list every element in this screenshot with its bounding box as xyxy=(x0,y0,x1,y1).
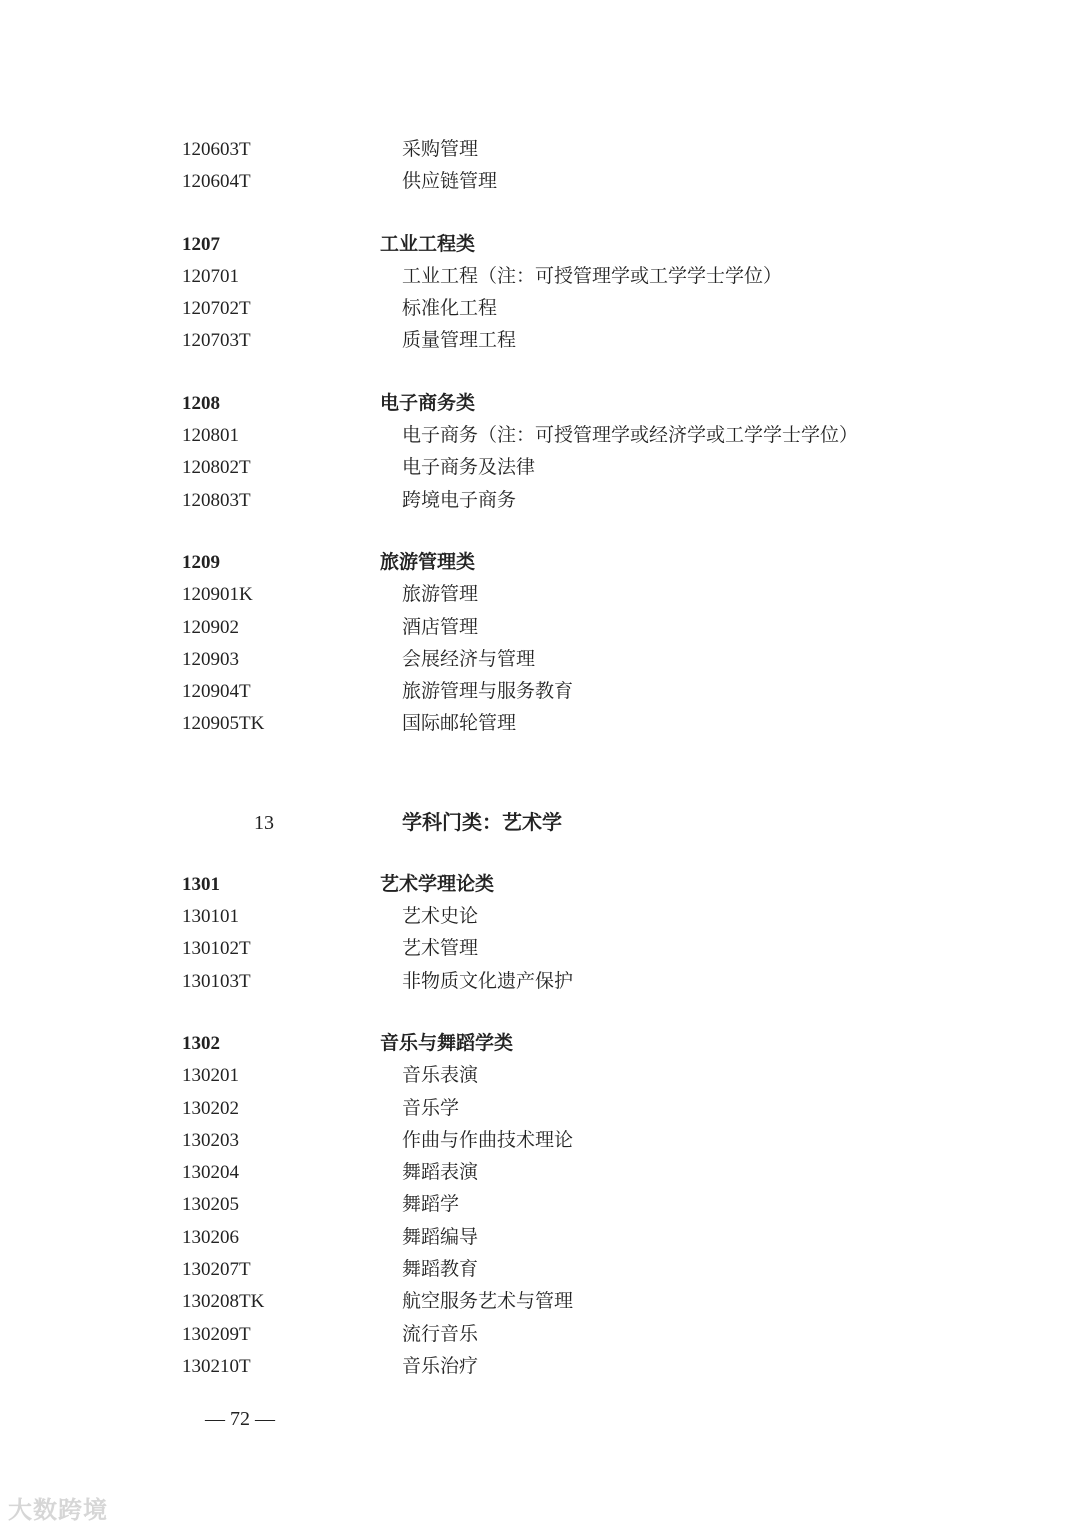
major-code: 130208TK xyxy=(182,1291,265,1313)
major-row xyxy=(0,612,1080,644)
category-group xyxy=(0,229,1080,358)
major-row xyxy=(0,420,1080,452)
major-name: 质量管理工程 xyxy=(402,330,517,352)
major-row xyxy=(0,644,1080,676)
major-code: 120803T xyxy=(182,489,251,511)
major-code: 130102T xyxy=(182,938,251,960)
major-code: 120802T xyxy=(182,457,251,479)
major-code: 120604T xyxy=(182,171,251,193)
major-row xyxy=(0,579,1080,611)
category-code: 1209 xyxy=(182,551,220,573)
major-row xyxy=(0,1319,1080,1351)
category-code: 1301 xyxy=(182,873,220,895)
major-name: 音乐治疗 xyxy=(402,1355,479,1377)
major-name: 航空服务艺术与管理 xyxy=(402,1291,574,1313)
major-name: 工业工程（注：可授管理学或工学学士学位） xyxy=(402,265,783,287)
major-name: 流行音乐 xyxy=(402,1323,479,1345)
major-row xyxy=(0,1157,1080,1189)
major-row xyxy=(0,933,1080,965)
major-name: 舞蹈编导 xyxy=(402,1226,479,1248)
major-row xyxy=(0,1351,1080,1383)
major-name: 供应链管理 xyxy=(402,171,498,193)
major-row xyxy=(0,708,1080,740)
major-row xyxy=(0,1222,1080,1254)
category-code: 1302 xyxy=(182,1032,220,1054)
major-catalog-list xyxy=(0,134,1080,1383)
discipline-heading xyxy=(0,803,1080,843)
major-row xyxy=(0,1060,1080,1092)
major-name: 音乐学 xyxy=(402,1097,460,1119)
major-name: 舞蹈表演 xyxy=(402,1162,479,1184)
major-name: 艺术管理 xyxy=(402,938,479,960)
major-code: 120701 xyxy=(182,265,239,287)
major-name: 音乐表演 xyxy=(402,1065,479,1087)
major-name: 标准化工程 xyxy=(402,298,498,320)
discipline-title: 学科门类：艺术学 xyxy=(402,811,562,834)
category-group xyxy=(0,388,1080,517)
major-code: 130205 xyxy=(182,1194,239,1216)
watermark-logo: 大数跨境 xyxy=(8,1496,108,1524)
category-title: 音乐与舞蹈学类 xyxy=(380,1032,514,1054)
major-code: 130201 xyxy=(182,1065,239,1087)
major-row xyxy=(0,966,1080,998)
major-row xyxy=(0,293,1080,325)
major-name: 酒店管理 xyxy=(402,616,479,638)
major-code: 130103T xyxy=(182,970,251,992)
major-code: 120902 xyxy=(182,616,239,638)
major-code: 130209T xyxy=(182,1323,251,1345)
category-title: 工业工程类 xyxy=(380,233,476,255)
major-row xyxy=(0,134,1080,166)
major-name: 采购管理 xyxy=(402,139,479,160)
category-group xyxy=(0,547,1080,741)
major-name: 舞蹈学 xyxy=(402,1194,460,1216)
major-name: 会展经济与管理 xyxy=(402,648,536,670)
major-row xyxy=(0,261,1080,293)
category-code: 1207 xyxy=(182,233,220,255)
major-code: 130204 xyxy=(182,1162,239,1184)
major-code: 130206 xyxy=(182,1226,239,1248)
category-heading xyxy=(0,388,1080,420)
category-title: 电子商务类 xyxy=(380,392,476,414)
major-code: 130101 xyxy=(182,906,239,928)
category-heading xyxy=(0,869,1080,901)
major-code: 130207T xyxy=(182,1259,251,1281)
major-code: 130202 xyxy=(182,1097,239,1119)
major-row xyxy=(0,1125,1080,1157)
major-code: 130203 xyxy=(182,1129,239,1151)
category-title: 旅游管理类 xyxy=(380,551,476,573)
major-name: 旅游管理与服务教育 xyxy=(402,681,574,703)
major-name: 艺术史论 xyxy=(402,906,479,928)
major-row xyxy=(0,1189,1080,1221)
major-name: 电子商务及法律 xyxy=(402,457,536,479)
major-name: 舞蹈教育 xyxy=(402,1259,479,1281)
category-heading xyxy=(0,547,1080,579)
category-group xyxy=(0,869,1080,998)
major-code: 120905TK xyxy=(182,713,265,735)
discipline-code: 13 xyxy=(254,811,274,834)
major-code: 120603T xyxy=(182,139,251,160)
major-code: 120904T xyxy=(182,681,251,703)
major-row xyxy=(0,901,1080,933)
category-code: 1208 xyxy=(182,392,220,414)
major-name: 国际邮轮管理 xyxy=(402,713,517,735)
category-heading xyxy=(0,1028,1080,1060)
major-name: 非物质文化遗产保护 xyxy=(402,970,574,992)
major-row xyxy=(0,1093,1080,1125)
major-row xyxy=(0,452,1080,484)
major-code: 120702T xyxy=(182,298,251,320)
major-name: 跨境电子商务 xyxy=(402,489,517,511)
major-row xyxy=(0,166,1080,198)
major-row xyxy=(0,676,1080,708)
major-code: 130210T xyxy=(182,1355,251,1377)
major-row xyxy=(0,485,1080,517)
major-name: 电子商务（注：可授管理学或经济学或工学学士学位） xyxy=(402,425,859,447)
major-name: 作曲与作曲技术理论 xyxy=(402,1129,574,1151)
major-row xyxy=(0,325,1080,357)
major-row xyxy=(0,1254,1080,1286)
major-code: 120903 xyxy=(182,648,239,670)
major-code: 120703T xyxy=(182,330,251,352)
category-group xyxy=(0,1028,1080,1383)
major-row xyxy=(0,1286,1080,1318)
major-name: 旅游管理 xyxy=(402,584,479,606)
major-code: 120801 xyxy=(182,425,239,447)
major-code: 120901K xyxy=(182,584,253,606)
page-number: — 72 — xyxy=(205,1408,275,1430)
category-title: 艺术学理论类 xyxy=(380,873,495,895)
category-heading xyxy=(0,229,1080,261)
category-group xyxy=(0,134,1080,199)
